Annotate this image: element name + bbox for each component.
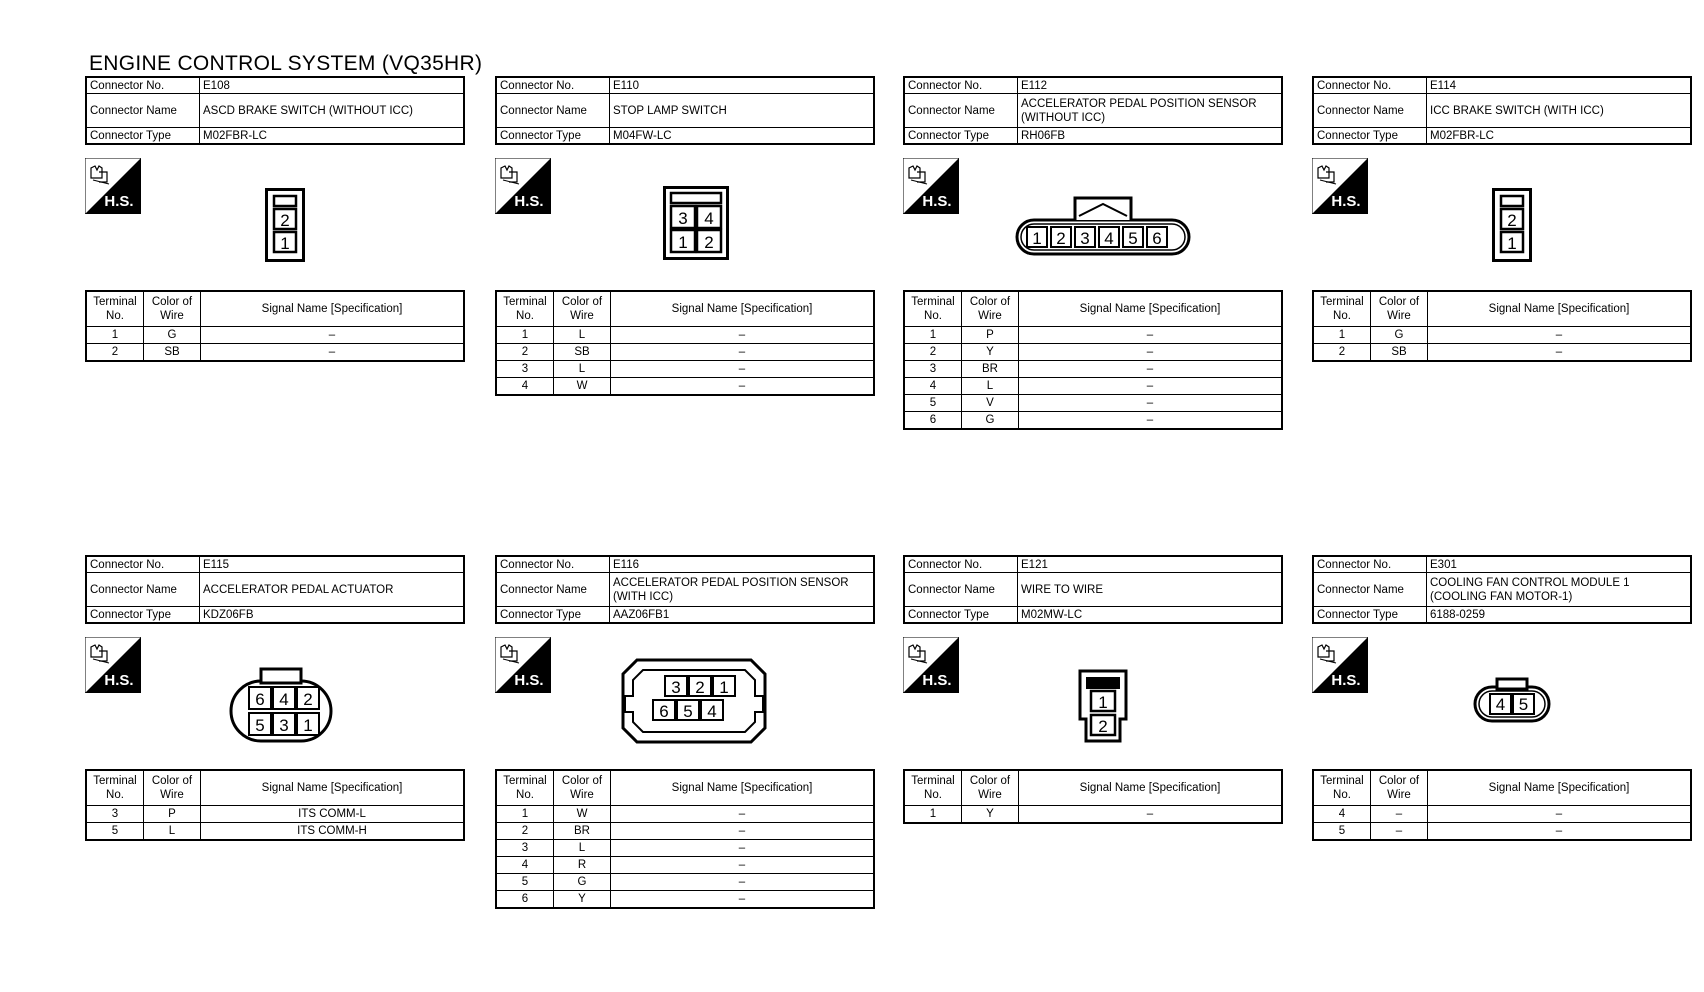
signal-name-header: Signal Name [Specification] [1019, 291, 1283, 327]
wire-color-cell: P [962, 327, 1019, 344]
connector-panel-e112 [903, 76, 1283, 426]
connector-name-value: ACCELERATOR PEDAL POSITION SENSOR (WITH ICC) [610, 573, 875, 607]
signal-name-cell: – [201, 327, 465, 344]
pin-label: 4 [1104, 229, 1114, 248]
terminal-no-cell: 5 [496, 874, 554, 891]
connector-type-value: 6188-0259 [1427, 607, 1692, 624]
wire-color-cell: G [1371, 327, 1428, 344]
signal-name-cell: – [1428, 344, 1692, 362]
connector-name-value: COOLING FAN CONTROL MODULE 1 (COOLING FAN MOTOR-1) [1427, 573, 1692, 607]
table-row [904, 806, 1282, 824]
color-of-wire-header: Color of Wire [554, 770, 611, 806]
pin-label: 5 [255, 716, 265, 735]
connector-type-value: M02MW-LC [1018, 607, 1283, 624]
table-row [496, 823, 874, 840]
terminal-table [903, 769, 1283, 824]
terminal-table [1312, 769, 1692, 841]
connector-panel-e114 [1312, 76, 1692, 358]
harness-side-icon [85, 158, 141, 214]
hs-label: H.S. [922, 193, 952, 210]
table-row [1313, 823, 1691, 841]
connector-type-value: KDZ06FB [200, 607, 465, 624]
connector-name-value: ICC BRAKE SWITCH (WITH ICC) [1427, 94, 1692, 128]
signal-name-cell: – [1428, 327, 1692, 344]
table-row [904, 412, 1282, 430]
table-row [496, 327, 874, 344]
signal-name-cell: – [1428, 806, 1692, 823]
connector-name-label: Connector Name [86, 94, 200, 128]
table-row [904, 344, 1282, 361]
wire-color-cell: BR [962, 361, 1019, 378]
terminal-table [495, 769, 875, 909]
connector-type-label: Connector Type [904, 128, 1018, 145]
pin-label: 1 [1032, 229, 1042, 248]
connector-type-label: Connector Type [1313, 607, 1427, 624]
connector-type-value: RH06FB [1018, 128, 1283, 145]
terminal-no-cell: 5 [86, 823, 144, 841]
signal-name-header: Signal Name [Specification] [1019, 770, 1283, 806]
connector-header-table [85, 76, 465, 145]
connector-type-value: AAZ06FB1 [610, 607, 875, 624]
hs-label: H.S. [514, 193, 544, 210]
terminal-table [903, 290, 1283, 430]
pin-label: 4 [707, 702, 717, 721]
terminal-no-cell: 4 [496, 857, 554, 874]
table-row [86, 806, 464, 823]
pin-label: 1 [1507, 234, 1517, 253]
harness-side-icon [1312, 158, 1368, 214]
terminal-no-header: Terminal No. [496, 291, 554, 327]
connector-name-value: ASCD BRAKE SWITCH (WITHOUT ICC) [200, 94, 465, 128]
terminal-no-cell: 3 [904, 361, 962, 378]
table-row [496, 361, 874, 378]
terminal-no-cell: 5 [1313, 823, 1371, 841]
terminal-no-cell: 2 [496, 823, 554, 840]
pin-label: 1 [678, 233, 688, 252]
connector-type-label: Connector Type [86, 128, 200, 145]
connector-type-label: Connector Type [904, 607, 1018, 624]
connector-name-value: STOP LAMP SWITCH [610, 94, 875, 128]
pin-label: 1 [303, 716, 313, 735]
connector-type-label: Connector Type [86, 607, 200, 624]
terminal-no-cell: 5 [904, 395, 962, 412]
pin-label: 5 [1518, 695, 1529, 714]
pin-label: 3 [1080, 229, 1090, 248]
connector-no-value: E114 [1427, 77, 1692, 94]
connector-type-value: M02FBR-LC [200, 128, 465, 145]
terminal-no-cell: 1 [496, 327, 554, 344]
connector-no-value: E108 [200, 77, 465, 94]
pin-label: 5 [683, 702, 693, 721]
color-of-wire-header: Color of Wire [554, 291, 611, 327]
wire-color-cell: R [554, 857, 611, 874]
terminal-no-header: Terminal No. [86, 291, 144, 327]
pin-label: 1 [719, 678, 729, 697]
wire-color-cell: L [144, 823, 201, 841]
harness-side-icon [495, 158, 551, 214]
connector-header-table [903, 555, 1283, 624]
connector-face-drawing [1492, 188, 1532, 262]
connector-no-label: Connector No. [86, 77, 200, 94]
connector-panel-e116 [495, 555, 875, 905]
connector-type-label: Connector Type [496, 607, 610, 624]
signal-name-cell: – [1019, 344, 1283, 361]
table-row [86, 327, 464, 344]
wire-color-cell: Y [962, 806, 1019, 824]
terminal-no-cell: 2 [1313, 344, 1371, 362]
page-title: ENGINE CONTROL SYSTEM (VQ35HR) [89, 52, 483, 75]
table-row [904, 327, 1282, 344]
connector-header-table [1312, 76, 1692, 145]
table-row [86, 823, 464, 841]
harness-side-icon [903, 158, 959, 214]
connector-no-value: E121 [1018, 556, 1283, 573]
terminal-no-cell: 6 [904, 412, 962, 430]
signal-name-cell: – [201, 344, 465, 362]
signal-name-cell: – [611, 891, 875, 909]
hs-label: H.S. [104, 193, 134, 210]
connector-face-drawing [663, 186, 729, 260]
connector-name-value: ACCELERATOR PEDAL ACTUATOR [200, 573, 465, 607]
terminal-no-cell: 4 [496, 378, 554, 396]
signal-name-cell: – [1019, 327, 1283, 344]
terminal-no-cell: 3 [496, 840, 554, 857]
terminal-no-cell: 4 [904, 378, 962, 395]
terminal-no-cell: 2 [86, 344, 144, 362]
wire-color-cell: SB [554, 344, 611, 361]
wire-color-cell: P [144, 806, 201, 823]
signal-name-cell: – [611, 361, 875, 378]
terminal-no-cell: 4 [1313, 806, 1371, 823]
connector-no-value: E115 [200, 556, 465, 573]
terminal-no-cell: 2 [904, 344, 962, 361]
terminal-no-header: Terminal No. [904, 291, 962, 327]
pin-label: 4 [704, 209, 714, 228]
terminal-no-cell: 6 [496, 891, 554, 909]
color-of-wire-header: Color of Wire [1371, 291, 1428, 327]
color-of-wire-header: Color of Wire [144, 770, 201, 806]
signal-name-cell: ITS COMM-L [201, 806, 465, 823]
connector-type-value: M02FBR-LC [1427, 128, 1692, 145]
wire-color-cell: BR [554, 823, 611, 840]
color-of-wire-header: Color of Wire [1371, 770, 1428, 806]
connector-face-drawing [619, 658, 769, 744]
connector-name-label: Connector Name [1313, 573, 1427, 607]
pin-label: 3 [671, 678, 681, 697]
terminal-no-header: Terminal No. [1313, 770, 1371, 806]
signal-name-cell: – [1019, 806, 1283, 824]
wire-color-cell: Y [554, 891, 611, 909]
table-row [904, 378, 1282, 395]
connector-face-drawing [265, 188, 305, 262]
wire-color-cell: W [554, 378, 611, 396]
color-of-wire-header: Color of Wire [962, 291, 1019, 327]
connector-no-label: Connector No. [904, 77, 1018, 94]
signal-name-cell: – [1019, 378, 1283, 395]
wire-color-cell: – [1371, 823, 1428, 841]
terminal-no-cell: 1 [86, 327, 144, 344]
table-row [904, 361, 1282, 378]
terminal-no-cell: 3 [496, 361, 554, 378]
pin-label: 4 [279, 690, 289, 709]
terminal-no-cell: 1 [1313, 327, 1371, 344]
signal-name-header: Signal Name [Specification] [611, 291, 875, 327]
terminal-no-header: Terminal No. [496, 770, 554, 806]
signal-name-cell: – [611, 823, 875, 840]
pin-label: 2 [1507, 211, 1517, 230]
terminal-no-cell: 2 [496, 344, 554, 361]
signal-name-header: Signal Name [Specification] [611, 770, 875, 806]
connector-face-drawing [229, 667, 333, 743]
signal-name-cell: – [1019, 361, 1283, 378]
hs-label: H.S. [922, 672, 952, 689]
wire-color-cell: L [962, 378, 1019, 395]
signal-name-cell: – [611, 806, 875, 823]
connector-name-label: Connector Name [1313, 94, 1427, 128]
wire-color-cell: G [554, 874, 611, 891]
connector-panel-e108 [85, 76, 465, 358]
table-row [496, 840, 874, 857]
signal-name-header: Signal Name [Specification] [1428, 291, 1692, 327]
wire-color-cell: L [554, 361, 611, 378]
wire-color-cell: W [554, 806, 611, 823]
connector-face-drawing [1078, 669, 1128, 743]
connector-name-label: Connector Name [904, 573, 1018, 607]
wire-color-cell: – [1371, 806, 1428, 823]
signal-name-cell: – [611, 327, 875, 344]
signal-name-cell: – [1019, 395, 1283, 412]
connector-name-value: WIRE TO WIRE [1018, 573, 1283, 607]
pin-label: 2 [695, 678, 705, 697]
pin-label: 3 [279, 716, 289, 735]
terminal-no-cell: 1 [904, 806, 962, 824]
terminal-no-header: Terminal No. [1313, 291, 1371, 327]
connector-header-table [903, 76, 1283, 145]
connector-panel-e110 [495, 76, 875, 392]
wire-color-cell: SB [1371, 344, 1428, 362]
connector-header-table [495, 76, 875, 145]
connector-no-label: Connector No. [1313, 556, 1427, 573]
connector-no-value: E116 [610, 556, 875, 573]
table-row [1313, 344, 1691, 362]
table-row [1313, 806, 1691, 823]
wire-color-cell: Y [962, 344, 1019, 361]
connector-no-value: E110 [610, 77, 875, 94]
pin-label: 4 [1495, 695, 1506, 714]
table-row [496, 874, 874, 891]
connector-name-value: ACCELERATOR PEDAL POSITION SENSOR (WITHOUT ICC) [1018, 94, 1283, 128]
connector-name-label: Connector Name [904, 94, 1018, 128]
connector-header-table [495, 555, 875, 624]
connector-panel-e301 [1312, 555, 1692, 837]
table-row [496, 378, 874, 396]
connector-no-label: Connector No. [1313, 77, 1427, 94]
terminal-table [495, 290, 875, 396]
connector-name-label: Connector Name [496, 573, 610, 607]
pin-label: 2 [1056, 229, 1066, 248]
table-row [1313, 327, 1691, 344]
pin-label: 2 [303, 690, 313, 709]
table-row [496, 891, 874, 909]
table-row [496, 806, 874, 823]
hs-label: H.S. [104, 672, 134, 689]
signal-name-header: Signal Name [Specification] [201, 770, 465, 806]
connector-name-label: Connector Name [496, 94, 610, 128]
harness-side-icon [903, 637, 959, 693]
signal-name-cell: – [611, 344, 875, 361]
pin-label: 1 [1098, 693, 1108, 712]
pin-label: 5 [1128, 229, 1138, 248]
table-row [86, 344, 464, 362]
signal-name-cell: – [611, 840, 875, 857]
connector-no-value: E301 [1427, 556, 1692, 573]
pin-label: 1 [280, 234, 290, 253]
terminal-no-header: Terminal No. [904, 770, 962, 806]
table-row [496, 857, 874, 874]
harness-side-icon [1312, 637, 1368, 693]
signal-name-header: Signal Name [Specification] [201, 291, 465, 327]
hs-label: H.S. [1331, 672, 1361, 689]
pin-label: 6 [659, 702, 669, 721]
connector-face-drawing [1473, 677, 1551, 723]
pin-label: 6 [1152, 229, 1162, 248]
terminal-table [1312, 290, 1692, 362]
table-row [496, 344, 874, 361]
wire-color-cell: L [554, 327, 611, 344]
connector-name-label: Connector Name [86, 573, 200, 607]
pin-label: 3 [678, 209, 688, 228]
wire-color-cell: G [144, 327, 201, 344]
pin-label: 2 [280, 211, 290, 230]
wire-color-cell: SB [144, 344, 201, 362]
hs-label: H.S. [514, 672, 544, 689]
connector-no-label: Connector No. [904, 556, 1018, 573]
terminal-table [85, 769, 465, 841]
connector-type-value: M04FW-LC [610, 128, 875, 145]
connector-no-label: Connector No. [496, 77, 610, 94]
terminal-no-cell: 1 [904, 327, 962, 344]
signal-name-cell: – [611, 857, 875, 874]
signal-name-cell: – [1428, 823, 1692, 841]
wire-color-cell: V [962, 395, 1019, 412]
signal-name-cell: – [611, 874, 875, 891]
connector-no-label: Connector No. [86, 556, 200, 573]
connector-panel-e115 [85, 555, 465, 837]
signal-name-cell: – [611, 378, 875, 396]
connector-no-label: Connector No. [496, 556, 610, 573]
pin-label: 6 [255, 690, 265, 709]
connector-no-value: E112 [1018, 77, 1283, 94]
color-of-wire-header: Color of Wire [144, 291, 201, 327]
connector-type-label: Connector Type [496, 128, 610, 145]
connector-type-label: Connector Type [1313, 128, 1427, 145]
wire-color-cell: G [962, 412, 1019, 430]
table-row [904, 395, 1282, 412]
color-of-wire-header: Color of Wire [962, 770, 1019, 806]
signal-name-header: Signal Name [Specification] [1428, 770, 1692, 806]
connector-panel-e121 [903, 555, 1283, 820]
terminal-table [85, 290, 465, 362]
terminal-no-header: Terminal No. [86, 770, 144, 806]
signal-name-cell: – [1019, 412, 1283, 430]
connector-header-table [85, 555, 465, 624]
pin-label: 2 [704, 233, 714, 252]
harness-side-icon [495, 637, 551, 693]
pin-label: 2 [1098, 717, 1108, 736]
harness-side-icon [85, 637, 141, 693]
hs-label: H.S. [1331, 193, 1361, 210]
terminal-no-cell: 1 [496, 806, 554, 823]
terminal-no-cell: 3 [86, 806, 144, 823]
connector-face-drawing [1015, 194, 1191, 258]
signal-name-cell: ITS COMM-H [201, 823, 465, 841]
connector-header-table [1312, 555, 1692, 624]
wire-color-cell: L [554, 840, 611, 857]
